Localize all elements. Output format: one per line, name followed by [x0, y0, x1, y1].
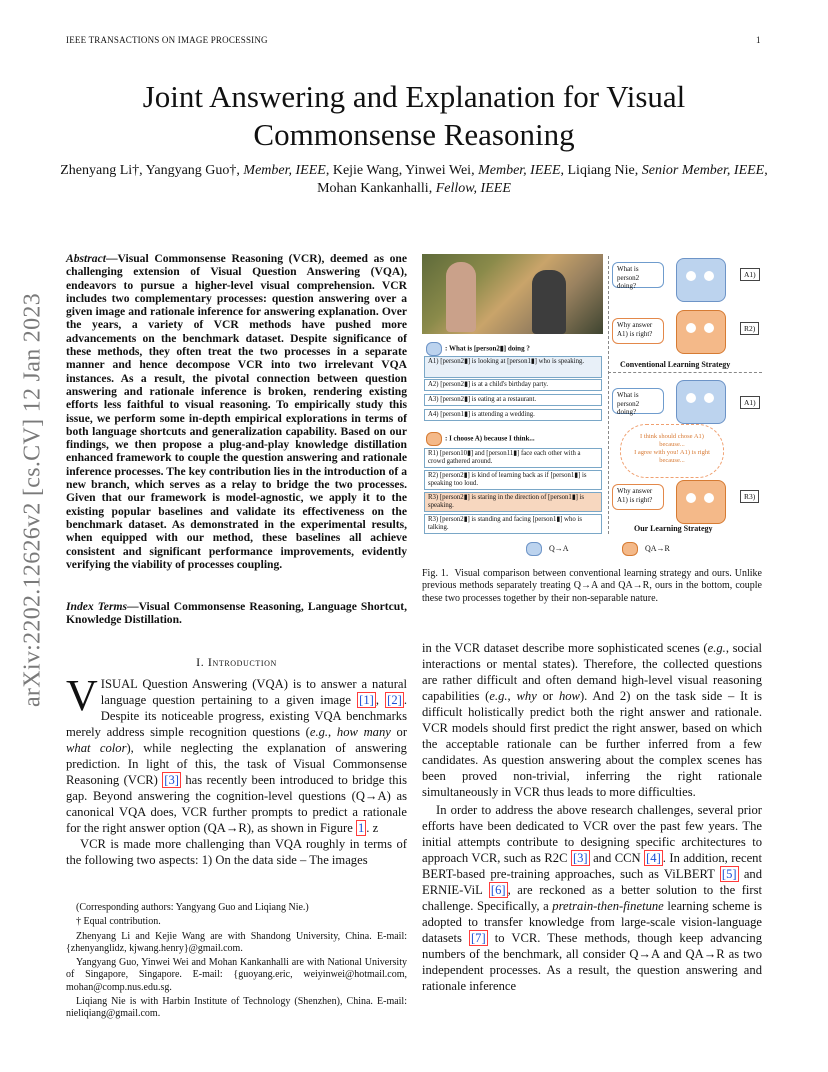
- movie-still-image: [422, 254, 603, 334]
- qar-robot-icon: [676, 480, 726, 524]
- author-list: Zhenyang Li†, Yangyang Guo†, Member, IEEE, Kejie Wang, Yinwei Wei, Member, IEEE, Liqiang Nie, Senior Member, IEEE, Mohan Kankanhalli, Fellow, IEEE: [60, 163, 768, 196]
- speech-bubble: Why answer A1) is right?: [612, 318, 664, 344]
- citation-link[interactable]: [6]: [490, 883, 506, 897]
- rationale-option-selected: R3) [person2▮] is staring in the direction of [person1▮] is speaking.: [424, 492, 602, 512]
- answer-option: A2) [person2▮] is at a child's birthday party.: [424, 379, 602, 391]
- figure-1: [422, 254, 762, 560]
- right-paragraph-1: in the VCR dataset describe more sophisticated scenes (e.g., social interactions or mental states). Therefore, the collected questions are rather difficult and often demand high-level visual reasoning capabilities (e.g., why or how). And 2) on the task side – It is difficult holistically predict both the right answer and rationale. VCR models should first predict the right answer, based on which the acceptable rationale can be further inferred from a few candidates. As question answering about the complex scenes has been proved non-trivial, inferring the right rationale simultaneously in VCR thus leads to more difficulties.: [422, 641, 763, 799]
- section-heading: I. Introduction: [196, 655, 277, 669]
- right-paragraph-2: In order to address the above research challenges, several prior efforts have been dedicated to VCR over the past few years. The initial attempts contribute to designing specific architectures to approach VCR, such as R2C [3] and CCN [4] . In addition, recent BERT-based pre-training approaches, such as ViLBERT [5] and ERNIE-ViL [6] , are reckoned as a better solution to the first challenge. Specifically, a pretrain-then-finetune learning scheme is adopted to transfer knowledge from large-scale vision-language datasets [7] to VCR. These methods, though keep advancing numbers of the benchmark, all consider Q→A and QA→R as two independent processes. As a result, the question answering and rationale inference: [422, 803, 763, 993]
- footnotes: (Corresponding authors: Yangyang Guo and Liqiang Nie.) † Equal contribution. Zhenyang Li and Kejie Wang are with Shandong University, China. E-mail: {zhenyanglidz, kjwang.henry}@gmail.com. Yangyang Guo, Yinwei Wei and Mohan Kankanhalli are with National University of Singapore, Singapore. E-mail: {guoyang.eric, weiyinwei@hotmail.com, mohan@comp.nus.edu.sg. Liqiang Nie is with Harbin Institute of Technology (Shenzhen), China. E-mail: nieliqiang@gmail.com.: [66, 902, 407, 1020]
- answer-output: A1): [740, 396, 760, 409]
- page-number: 1: [756, 35, 761, 45]
- speech-bubble: Why answer A1) is right?: [612, 484, 664, 510]
- legend-qar: QA→R: [622, 542, 670, 556]
- figure-question: : What is [person2▮] doing ?: [426, 342, 530, 356]
- figure-choose-line: : I choose A) because I think...: [426, 432, 535, 446]
- citation-link[interactable]: [5]: [721, 867, 737, 881]
- citation-link[interactable]: [2]: [387, 693, 402, 707]
- index-terms: Index Terms—Visual Commonsense Reasoning, Language Shortcut, Knowledge Distillation.: [66, 600, 407, 627]
- paper-title: Joint Answering and Explanation for Visual Commonsense Reasoning: [142, 79, 686, 152]
- running-header: IEEE TRANSACTIONS ON IMAGE PROCESSING: [66, 35, 268, 45]
- intro-paragraph-2: VCR is made more challenging than VQA roughly in terms of the following two aspects: 1) On the data side – The images: [66, 837, 407, 867]
- intro-paragraph-1: VISUAL Question Answering (VQA) is to answer a natural language question pertaining to a given image [1] , [2] . Despite its noticeable progress, existing VQA benchmarks merely address simple recognition questions (e.g., how many or what color), while neglecting the explanation of answering prediction. In light of this, the task of Visual Commonsense Reasoning (VCR) [3] has recently been introduced to bridge this gap. Beyond answering the cognition-level questions (Q→A) as canonical VQA does, VCR further prompts to predict a rationale for the right answer option (QA→R), as shown in Figure 1 . z: [66, 671, 408, 835]
- citation-link[interactable]: [7]: [470, 931, 486, 945]
- rationale-option: R1) [person10▮] and [person11▮] face each other with a crowd gathered around.: [424, 448, 602, 468]
- intro-column-right: [422, 640, 762, 994]
- legend-qa: Q→A: [526, 542, 569, 556]
- thought-cloud: I think should chose A1) because... I agree with you! A1) is right because...: [620, 424, 724, 478]
- qa-robot-icon: [676, 380, 726, 424]
- rationale-option: R2) [person2▮] is kind of learning back as if [person1▮] is speaking too loud.: [424, 470, 602, 490]
- figure-link[interactable]: 1: [357, 821, 365, 835]
- answer-option: A4) [person1▮] is attending a wedding.: [424, 409, 602, 421]
- answer-output: A1): [740, 268, 760, 281]
- strategy-label: Our Learning Strategy: [634, 524, 713, 533]
- answer-output: R2): [740, 322, 759, 335]
- citation-link[interactable]: [3]: [164, 773, 179, 787]
- answer-output: R3): [740, 490, 759, 503]
- abstract: Abstract—Visual Commonsense Reasoning (VCR), deemed as one challenging extension of Visual Question Answering (VQA), endeavors to pursue a higher-level visual comprehension. VCR includes two complementary processes: question answering over a given image and rationale inference for answering explanation. Over the years, a variety of VCR methods have pushed more advancements on the benchmark dataset. Despite significance of these methods, they often treat the two processes in a separate manner and hence decompose VCR into two irrelevant VQA instances. As a result, the pivotal connection between question answering and rationale inference is broken, rendering existing efforts less faithful to visual reasoning. To empirically study this issue, we perform some in-depth empirical explorations in terms of both language shortcuts and generalization capability. Based on our findings, we then propose a plug-and-play knowledge distillation enhanced framework to couple the question answering and rationale inference processes. The key contribution lies in the introduction of a new branch, which serves as a relay to bridge the two processes. Given that our framework is model-agnostic, we apply it to the existing popular baselines and validate its effectiveness on the benchmark dataset. As demonstrated in the experimental results, when equipped with our method, these baselines all achieve consistent and significant performance improvements, evidently verifying the viability of processes coupling.: [66, 252, 407, 571]
- figure-divider: [608, 256, 609, 534]
- citation-link[interactable]: [4]: [646, 851, 661, 865]
- intro-column-left: [66, 671, 408, 868]
- speech-bubble: What is person2 doing?: [612, 388, 664, 414]
- citation-link[interactable]: [1]: [359, 693, 374, 707]
- qa-robot-icon: [676, 258, 726, 302]
- answer-option: A3) [person2▮] is eating at a restaurant.: [424, 394, 602, 406]
- speech-bubble: What is person2 doing?: [612, 262, 664, 288]
- person2-figure: [532, 270, 566, 334]
- qa-robot-icon: [426, 342, 442, 356]
- strategy-label: Conventional Learning Strategy: [620, 360, 731, 369]
- figure-caption: Fig. 1. Visual comparison between conventional learning strategy and ours. Unlike previous methods separately treating Q→A and QA→R, ours in the bottom, couple these two processes together by their non-separable nature.: [422, 568, 762, 604]
- citation-link[interactable]: [3]: [572, 851, 588, 865]
- rationale-option: R3) [person2▮] is standing and facing [person1▮] who is talking.: [424, 514, 602, 534]
- person1-figure: [446, 262, 476, 332]
- answer-option: A1) [person2▮] is looking at [person1▮] who is speaking.: [424, 356, 602, 378]
- arxiv-stamp: arXiv:2202.12626v2 [cs.CV] 12 Jan 2023: [19, 292, 46, 708]
- strategy-divider: [608, 372, 762, 373]
- qar-robot-icon: [676, 310, 726, 354]
- qar-robot-icon: [426, 432, 442, 446]
